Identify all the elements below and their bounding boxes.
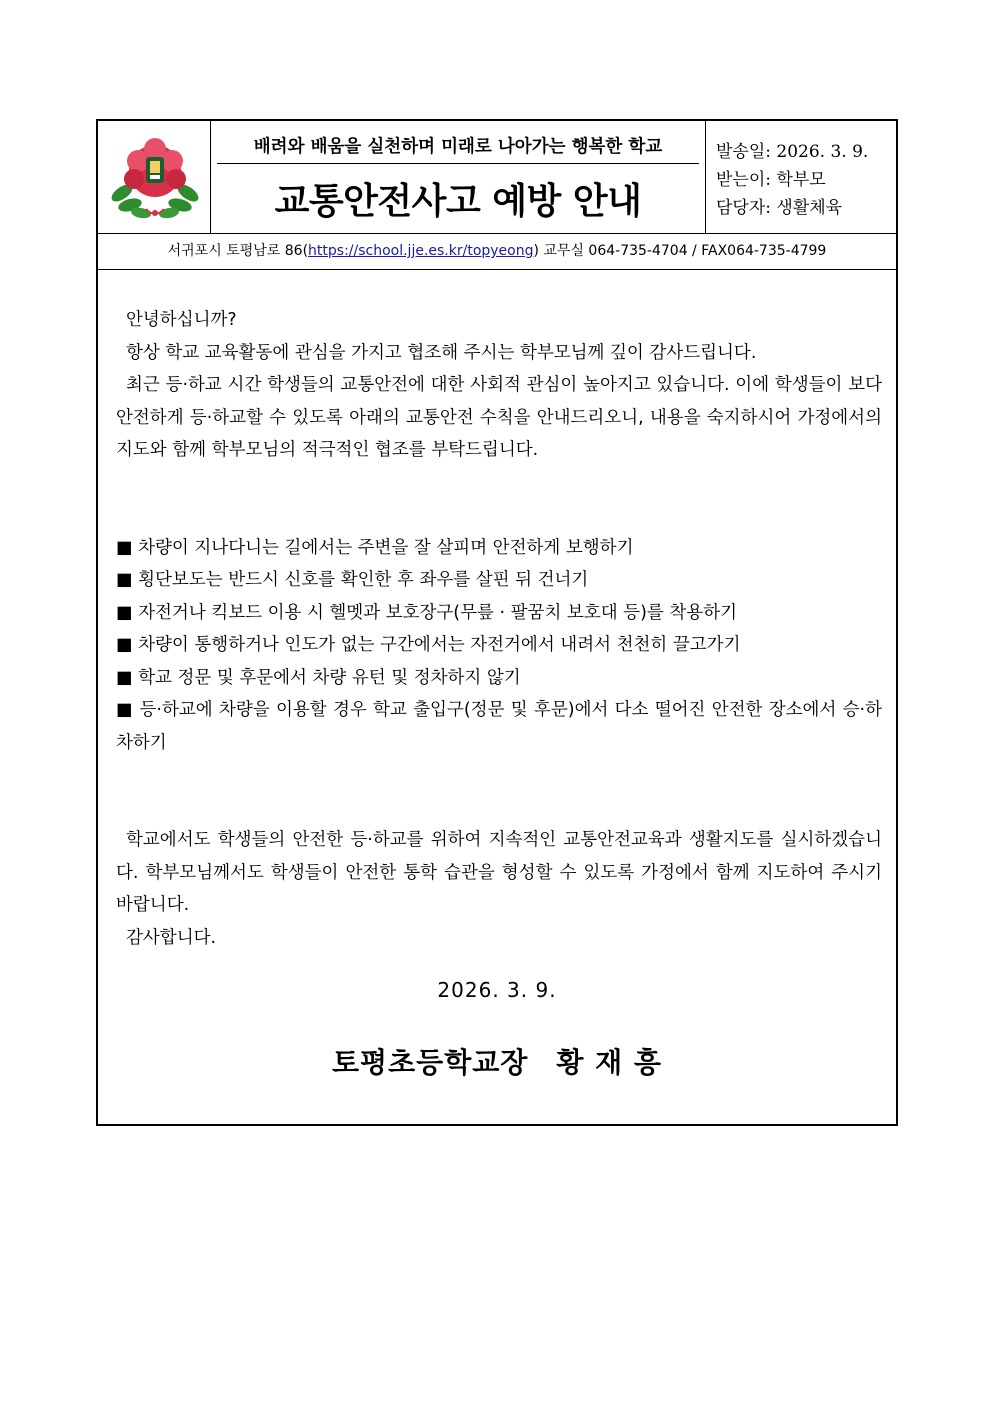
rule-item: ■ 등·하교에 차량을 이용할 경우 학교 출입구(정문 및 후문)에서 다소 떨어진 안전한 장소에서 승·하차하기	[116, 694, 882, 759]
school-emblem-icon	[108, 131, 202, 225]
title-cell	[211, 121, 706, 233]
school-slogan: 배려와 배움을 실천하며 미래로 나아가는 행복한 학교	[253, 137, 663, 157]
principal-title: 토평초등학교장	[332, 1046, 529, 1079]
principal-name: 황 재 흥	[556, 1046, 662, 1079]
notice-frame	[96, 119, 898, 1126]
rule-item: ■ 차량이 통행하거나 인도가 없는 구간에서는 자전거에서 내려서 천천히 끌고가기	[116, 629, 882, 662]
document-title: 교통안전사고 예방 안내	[274, 181, 642, 222]
address-suffix: ) 교무실 064-735-4704 / FAX064-735-4799	[533, 243, 827, 259]
notice-body	[116, 304, 882, 954]
issue-date: 2026. 3. 9.	[437, 978, 557, 1002]
rule-item: ■ 차량이 지나다니는 길에서는 주변을 잘 살피며 안전하게 보행하기	[116, 532, 882, 565]
slogan-divider	[217, 163, 699, 164]
greeting: 안녕하십니까?	[126, 310, 237, 330]
meta-cell	[706, 121, 896, 233]
school-website-link[interactable]: https://school.jje.es.kr/topyeong	[308, 243, 534, 259]
thanks: 감사합니다.	[126, 927, 217, 948]
rule-item: ■ 학교 정문 및 후문에서 차량 유턴 및 정차하지 않기	[116, 662, 882, 695]
closing-paragraph: 학교에서도 학생들의 안전한 등·하교를 위하여 지속적인 교통안전교육과 생활지도를 실시하겠습니다. 학부모님께서도 학생들이 안전한 통학 습관을 형성할 수 있도록 가정에서 함께 지도하여 주시기 바랍니다.	[116, 830, 882, 915]
intro-paragraph-2: 최근 등·하교 시간 학생들의 교통안전에 대한 사회적 관심이 높아지고 있습니다. 이에 학생들이 보다 안전하게 등·하교할 수 있도록 아래의 교통안전 수칙을 안내드리오니, 내용을 숙지하시어 가정에서의 지도와 함께 학부모님의 적극적인 협조를 부탁드립니다.	[116, 375, 882, 460]
person-in-charge: 담당자: 생활체육	[716, 198, 843, 218]
rule-item: ■ 횡단보도는 반드시 신호를 확인한 후 좌우를 살핀 뒤 건너기	[116, 564, 882, 597]
signature-line	[98, 1041, 896, 1081]
logo-cell	[98, 121, 211, 233]
intro-paragraph-1: 항상 학교 교육활동에 관심을 가지고 협조해 주시는 학부모님께 깊이 감사드립니다.	[126, 342, 757, 363]
address-prefix: 서귀포시 토평남로 86(	[167, 243, 309, 259]
school-address	[98, 234, 896, 270]
send-date: 발송일: 2026. 3. 9.	[716, 142, 869, 162]
header-table	[98, 121, 896, 234]
recipient: 받는이: 학부모	[716, 170, 826, 190]
rule-item: ■ 자전거나 킥보드 이용 시 헬멧과 보호장구(무릎 · 팔꿈치 보호대 등)를 착용하기	[116, 597, 882, 630]
